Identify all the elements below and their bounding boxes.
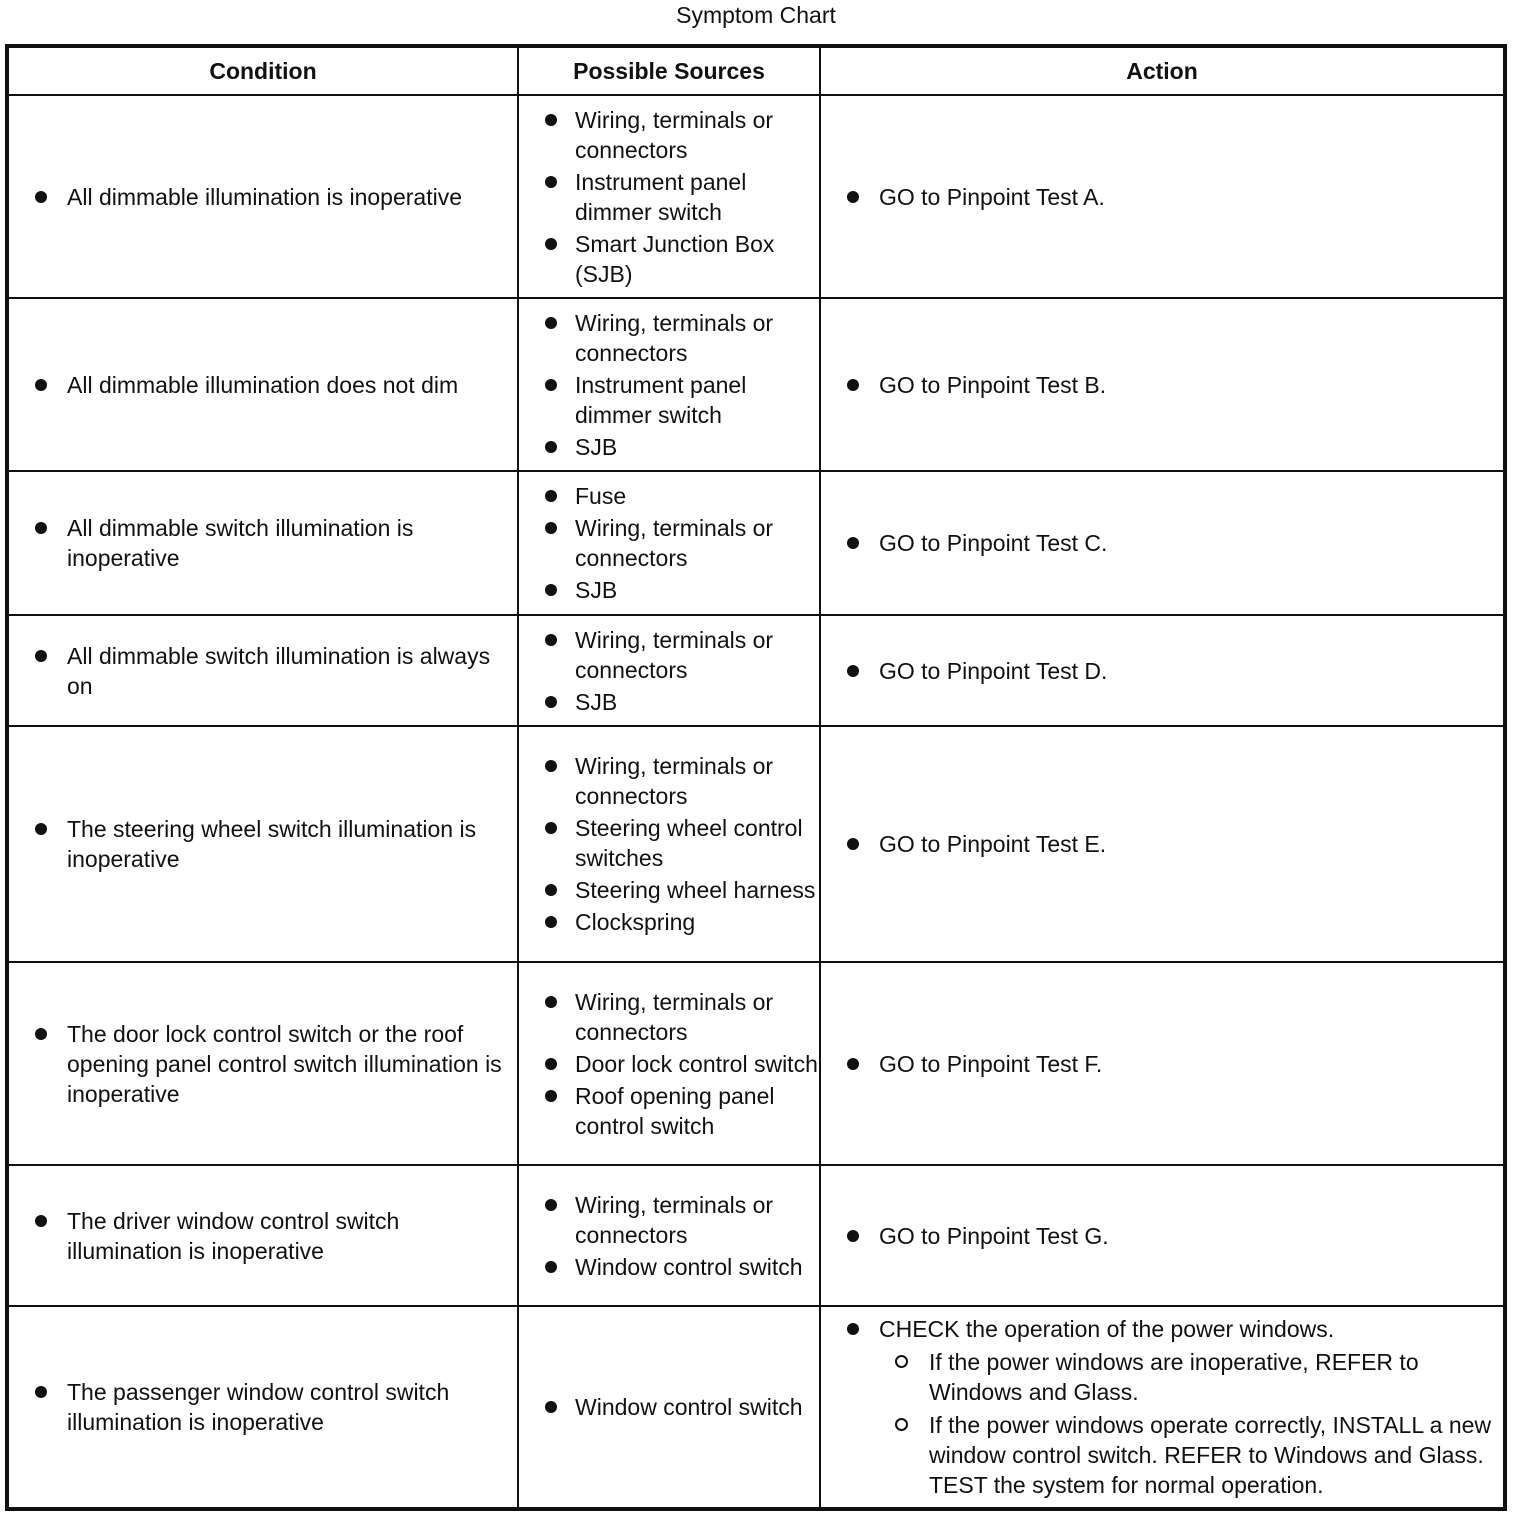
symptom-chart-table xyxy=(5,44,1507,1511)
source-item: Wiring, terminals or connectors xyxy=(519,105,819,165)
source-item: Fuse xyxy=(519,481,819,511)
source-item: Door lock control switch xyxy=(519,1049,819,1079)
condition-item: All dimmable illumination does not dim xyxy=(9,370,517,400)
condition-cell xyxy=(7,962,518,1165)
condition-item: All dimmable switch illumination is always on xyxy=(9,641,517,701)
action-cell xyxy=(820,615,1505,726)
sources-cell xyxy=(518,95,820,298)
condition-item: The door lock control switch or the roof opening panel control switch illumination is inoperative xyxy=(9,1019,517,1109)
source-item: Wiring, terminals or connectors xyxy=(519,751,819,811)
action-cell xyxy=(820,962,1505,1165)
table-row xyxy=(7,615,1505,726)
source-item: Steering wheel harness xyxy=(519,875,819,905)
action-cell xyxy=(820,1165,1505,1306)
action-item xyxy=(821,1314,1503,1500)
sources-cell xyxy=(518,471,820,615)
header-row xyxy=(7,46,1505,95)
action-cell xyxy=(820,95,1505,298)
action-cell xyxy=(820,471,1505,615)
action-item: GO to Pinpoint Test A. xyxy=(821,182,1503,212)
condition-item: All dimmable illumination is inoperative xyxy=(9,182,517,212)
sources-cell xyxy=(518,1165,820,1306)
condition-cell xyxy=(7,1165,518,1306)
action-cell xyxy=(820,298,1505,471)
column-header-condition: Condition xyxy=(7,46,518,95)
sources-cell xyxy=(518,298,820,471)
table-row xyxy=(7,1306,1505,1509)
condition-cell xyxy=(7,1306,518,1509)
table-row xyxy=(7,95,1505,298)
sources-cell xyxy=(518,726,820,962)
action-text: CHECK the operation of the power windows. xyxy=(879,1315,1335,1342)
column-header-action: Action xyxy=(820,46,1505,95)
condition-item: The driver window control switch illumination is inoperative xyxy=(9,1206,517,1266)
table-row xyxy=(7,962,1505,1165)
source-item: Wiring, terminals or connectors xyxy=(519,625,819,685)
sources-cell xyxy=(518,962,820,1165)
source-item: Wiring, terminals or connectors xyxy=(519,513,819,573)
page-title: Symptom Chart xyxy=(676,2,836,28)
column-header-possible-sources: Possible Sources xyxy=(518,46,820,95)
action-sub-item: If the power windows are inoperative, REFER to Windows and Glass. xyxy=(879,1347,1503,1407)
action-item: GO to Pinpoint Test B. xyxy=(821,370,1503,400)
table-row xyxy=(7,298,1505,471)
condition-cell xyxy=(7,615,518,726)
source-item: Instrument panel dimmer switch xyxy=(519,370,819,430)
action-cell xyxy=(820,1306,1505,1509)
table-row xyxy=(7,1165,1505,1306)
source-item: SJB xyxy=(519,575,819,605)
sources-cell xyxy=(518,1306,820,1509)
action-item: GO to Pinpoint Test G. xyxy=(821,1221,1503,1251)
source-item: Smart Junction Box (SJB) xyxy=(519,229,819,289)
condition-item: All dimmable switch illumination is inoperative xyxy=(9,513,517,573)
source-item: SJB xyxy=(519,687,819,717)
source-item: Steering wheel control switches xyxy=(519,813,819,873)
condition-item: The passenger window control switch illumination is inoperative xyxy=(9,1377,517,1437)
source-item: Window control switch xyxy=(519,1252,819,1282)
sources-cell xyxy=(518,615,820,726)
source-item: Roof opening panel control switch xyxy=(519,1081,819,1141)
source-item: Wiring, terminals or connectors xyxy=(519,1190,819,1250)
table-row xyxy=(7,726,1505,962)
action-item: GO to Pinpoint Test D. xyxy=(821,656,1503,686)
source-item: Window control switch xyxy=(519,1392,819,1422)
source-item: Wiring, terminals or connectors xyxy=(519,308,819,368)
source-item: Instrument panel dimmer switch xyxy=(519,167,819,227)
source-item: Wiring, terminals or connectors xyxy=(519,987,819,1047)
action-cell xyxy=(820,726,1505,962)
action-item: GO to Pinpoint Test E. xyxy=(821,829,1503,859)
action-sub-item: If the power windows operate correctly, INSTALL a new window control switch. REFER to Windows and Glass. TEST the system for normal operation. xyxy=(879,1410,1503,1500)
condition-cell xyxy=(7,298,518,471)
table-row xyxy=(7,471,1505,615)
action-item: GO to Pinpoint Test F. xyxy=(821,1049,1503,1079)
condition-cell xyxy=(7,471,518,615)
condition-cell xyxy=(7,726,518,962)
action-item: GO to Pinpoint Test C. xyxy=(821,528,1503,558)
condition-item: The steering wheel switch illumination is inoperative xyxy=(9,814,517,874)
source-item: SJB xyxy=(519,432,819,462)
action-sub-list xyxy=(879,1347,1503,1500)
condition-cell xyxy=(7,95,518,298)
source-item: Clockspring xyxy=(519,907,819,937)
